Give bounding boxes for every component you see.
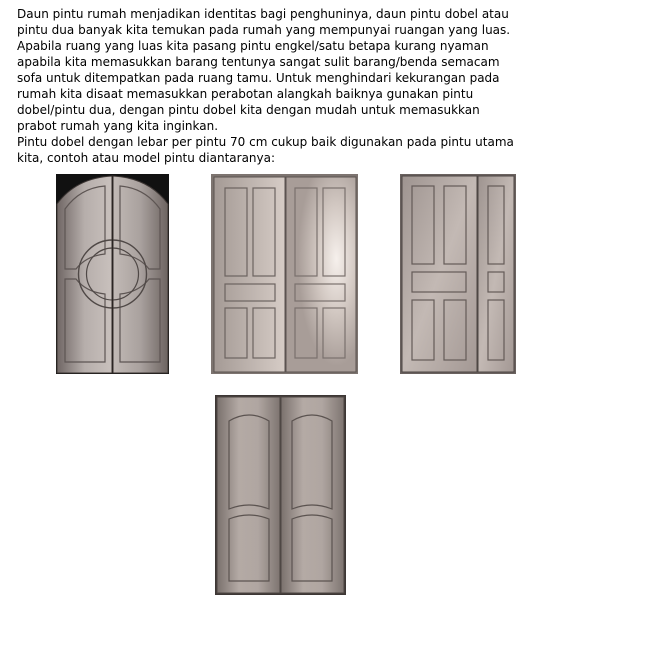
door-image-curved-panel — [215, 395, 346, 595]
paragraph-line: rumah kita disaat memasukkan perabotan alangkah baiknya gunakan pintu — [17, 87, 474, 101]
paragraph-line: sofa untuk ditempatkan pada ruang tamu. Untuk menghindari kekurangan pada — [17, 71, 500, 85]
paragraph-line: Pintu dobel dengan lebar per pintu 70 cm cukup baik digunakan pada pintu utama — [17, 135, 514, 149]
paragraph-line: pintu dua banyak kita temukan pada rumah yang mempunyai ruangan yang luas. — [17, 23, 511, 37]
door-illustration — [215, 395, 346, 595]
paragraph-line: Daun pintu rumah menjadikan identitas bagi penghuninya, daun pintu dobel atau — [17, 7, 509, 21]
door-illustration — [211, 174, 358, 374]
door-image-six-panel — [211, 174, 358, 374]
door-image-arched-circle — [56, 174, 169, 374]
door-illustration — [400, 174, 516, 374]
article-text — [17, 6, 557, 166]
paragraph-line: kita, contoh atau model pintu diantaranya: — [17, 151, 276, 165]
door-illustration — [56, 174, 169, 374]
door-image-unequal-panel — [400, 174, 516, 374]
paragraph-line: dobel/pintu dua, dengan pintu dobel kita dengan mudah untuk memasukkan — [17, 103, 480, 117]
paragraph-line: Apabila ruang yang luas kita pasang pintu engkel/satu betapa kurang nyaman — [17, 39, 489, 53]
paragraph-line: prabot rumah yang kita inginkan. — [17, 119, 219, 133]
paragraph-line: apabila kita memasukkan barang tentunya sangat sulit barang/benda semacam — [17, 55, 500, 69]
